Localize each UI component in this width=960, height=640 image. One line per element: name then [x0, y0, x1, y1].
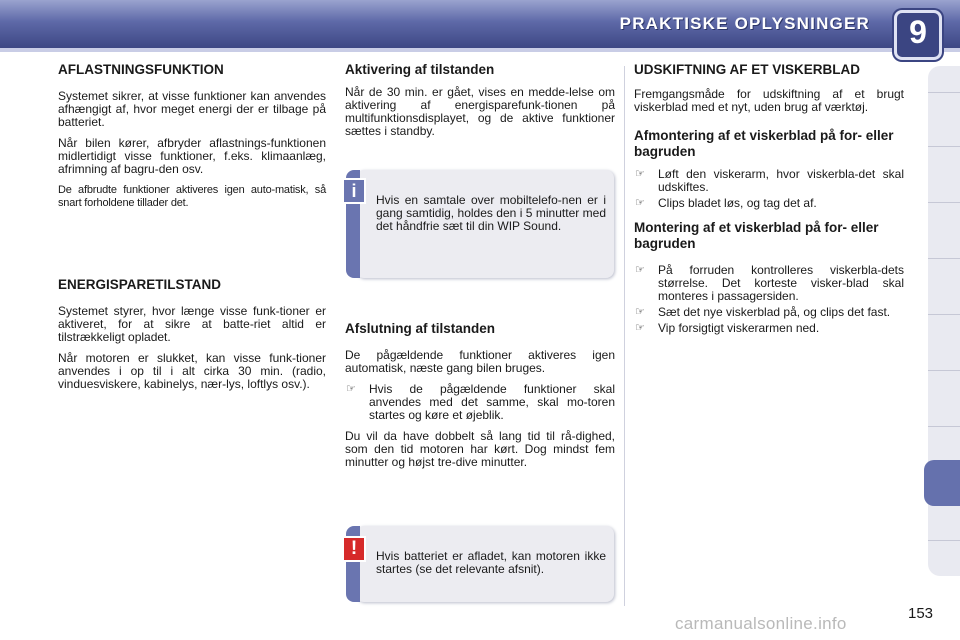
- list-item: [634, 264, 904, 303]
- udskiftning-paragraph: Fremgangsmåde for udskiftning af et brugt viskerblad med et nyt, uden brug af værktøj.: [634, 87, 904, 114]
- info-icon: i: [342, 178, 366, 204]
- list-item: [634, 168, 904, 194]
- column-1-lower: [58, 277, 326, 399]
- afmontering-list: [634, 168, 904, 210]
- chapter-number: 9: [909, 14, 927, 50]
- pointing-hand-icon: ☞: [635, 306, 645, 318]
- aktivering-heading: Aktivering af tilstanden: [345, 62, 495, 77]
- pointing-hand-icon: ☞: [635, 197, 645, 209]
- column-divider: [624, 66, 625, 606]
- afmontering-heading: Afmontering af et viskerblad på for- eller bagruden: [634, 128, 894, 159]
- page-number: 153: [908, 605, 934, 622]
- pointing-hand-icon: ☞: [635, 322, 645, 334]
- pointing-hand-icon: ☞: [635, 264, 645, 276]
- montering-list: [634, 264, 904, 335]
- pointing-hand-icon: ☞: [346, 383, 356, 395]
- list-item: [345, 383, 615, 422]
- list-item: [634, 197, 904, 210]
- list-item: [634, 322, 904, 335]
- aflastning-paragraph-2: Når bilen kører, afbryder aflastnings-funktionen midlertidigt visse funktioner, f.eks. klimaanlæg, afrimning af bagru-den osv.: [58, 136, 326, 176]
- list-item: [634, 306, 904, 319]
- info-note: [351, 170, 614, 278]
- tab-divider: [928, 92, 960, 93]
- tab-divider: [928, 202, 960, 203]
- afslutning-paragraph-1: De pågældende funktioner aktiveres igen automatisk, næste gang bilen bruges.: [345, 348, 615, 375]
- list-item-text: Sæt det nye viskerblad på, og clips det fast.: [658, 305, 891, 319]
- montering-heading: Montering af et viskerblad på for- eller bagruden: [634, 220, 879, 251]
- energisparetilstand-heading: ENERGISPARETILSTAND: [58, 277, 222, 292]
- list-item-text: Vip forsigtigt viskerarmen ned.: [658, 321, 820, 335]
- watermark: carmanualsonline.info: [675, 614, 847, 633]
- warning-note: [350, 526, 614, 602]
- tab-divider: [928, 426, 960, 427]
- info-note-text: Hvis en samtale over mobiltelefo-nen er i gang samtidig, holdes den i 5 minutter med det håndfrie sæt til din WIP Sound.: [376, 193, 606, 233]
- udskiftning-heading: UDSKIFTNING AF ET VISKERBLAD: [634, 62, 860, 77]
- list-item-text: Løft den viskerarm, hvor viskerbla-det skal udskiftes.: [658, 167, 904, 194]
- column-2-lower: [345, 321, 615, 477]
- tab-divider: [928, 540, 960, 541]
- chapter-badge: [894, 10, 942, 60]
- aflastning-paragraph-1: Systemet sikrer, at visse funktioner kan anvendes afhængigt af, hvor meget energi der er tilbage på batteriet.: [58, 89, 326, 129]
- tab-divider: [928, 146, 960, 147]
- pointing-hand-icon: ☞: [635, 168, 645, 180]
- column-3: [634, 62, 904, 343]
- header-stripe: [0, 48, 960, 52]
- aktivering-paragraph: Når de 30 min. er gået, vises en medde-lelse om aktivering af energisparefunk-tionen på multifunktionsdisplayet, og de aktive funktioner sættes i standby.: [345, 85, 615, 138]
- afslutning-list: [345, 383, 615, 422]
- tab-divider: [928, 258, 960, 259]
- active-chapter-tab[interactable]: [924, 460, 960, 506]
- warning-note-text: Hvis batteriet er afladet, kan motoren ikke startes (se det relevante afsnit).: [376, 549, 606, 576]
- afslutning-paragraph-2: Du vil da have dobbelt så lang tid til rå-dighed, som den tid motoren har kørt. Dog mindst fem minutter og højst tre-dive minutter.: [345, 429, 615, 469]
- aflastning-heading: AFLASTNINGSFUNKTION: [58, 62, 224, 77]
- afslutning-heading: Afslutning af tilstanden: [345, 321, 495, 336]
- column-1: [58, 62, 326, 217]
- warning-icon: !: [342, 536, 366, 562]
- aflastning-paragraph-3: De afbrudte funktioner aktiveres igen auto-matisk, så snart forholdene tillader det.: [58, 184, 326, 209]
- list-item-text: Hvis de pågældende funktioner skal anvendes med det samme, skal mo-toren startes og køre et øjeblik.: [369, 382, 615, 422]
- section-title: PRAKTISKE OPLYSNINGER: [619, 14, 870, 33]
- energisparetilstand-paragraph-2: Når motoren er slukket, kan visse funk-tioner anvendes i op til i alt cirka 30 min. (radio, vinduesviskere, kabinelys, nær-lys, loftlys osv.).: [58, 351, 326, 391]
- energisparetilstand-paragraph-1: Systemet styrer, hvor længe visse funk-tioner er aktiveret, for at sikre at batte-riet altid er tilstrækkeligt opladet.: [58, 304, 326, 344]
- tab-divider: [928, 314, 960, 315]
- column-2: [345, 62, 615, 146]
- list-item-text: Clips bladet løs, og tag det af.: [658, 196, 817, 210]
- list-item-text: På forruden kontrolleres viskerbla-dets størrelse. Det korteste visker-blad skal monteres i passagersiden.: [658, 263, 904, 303]
- tab-divider: [928, 370, 960, 371]
